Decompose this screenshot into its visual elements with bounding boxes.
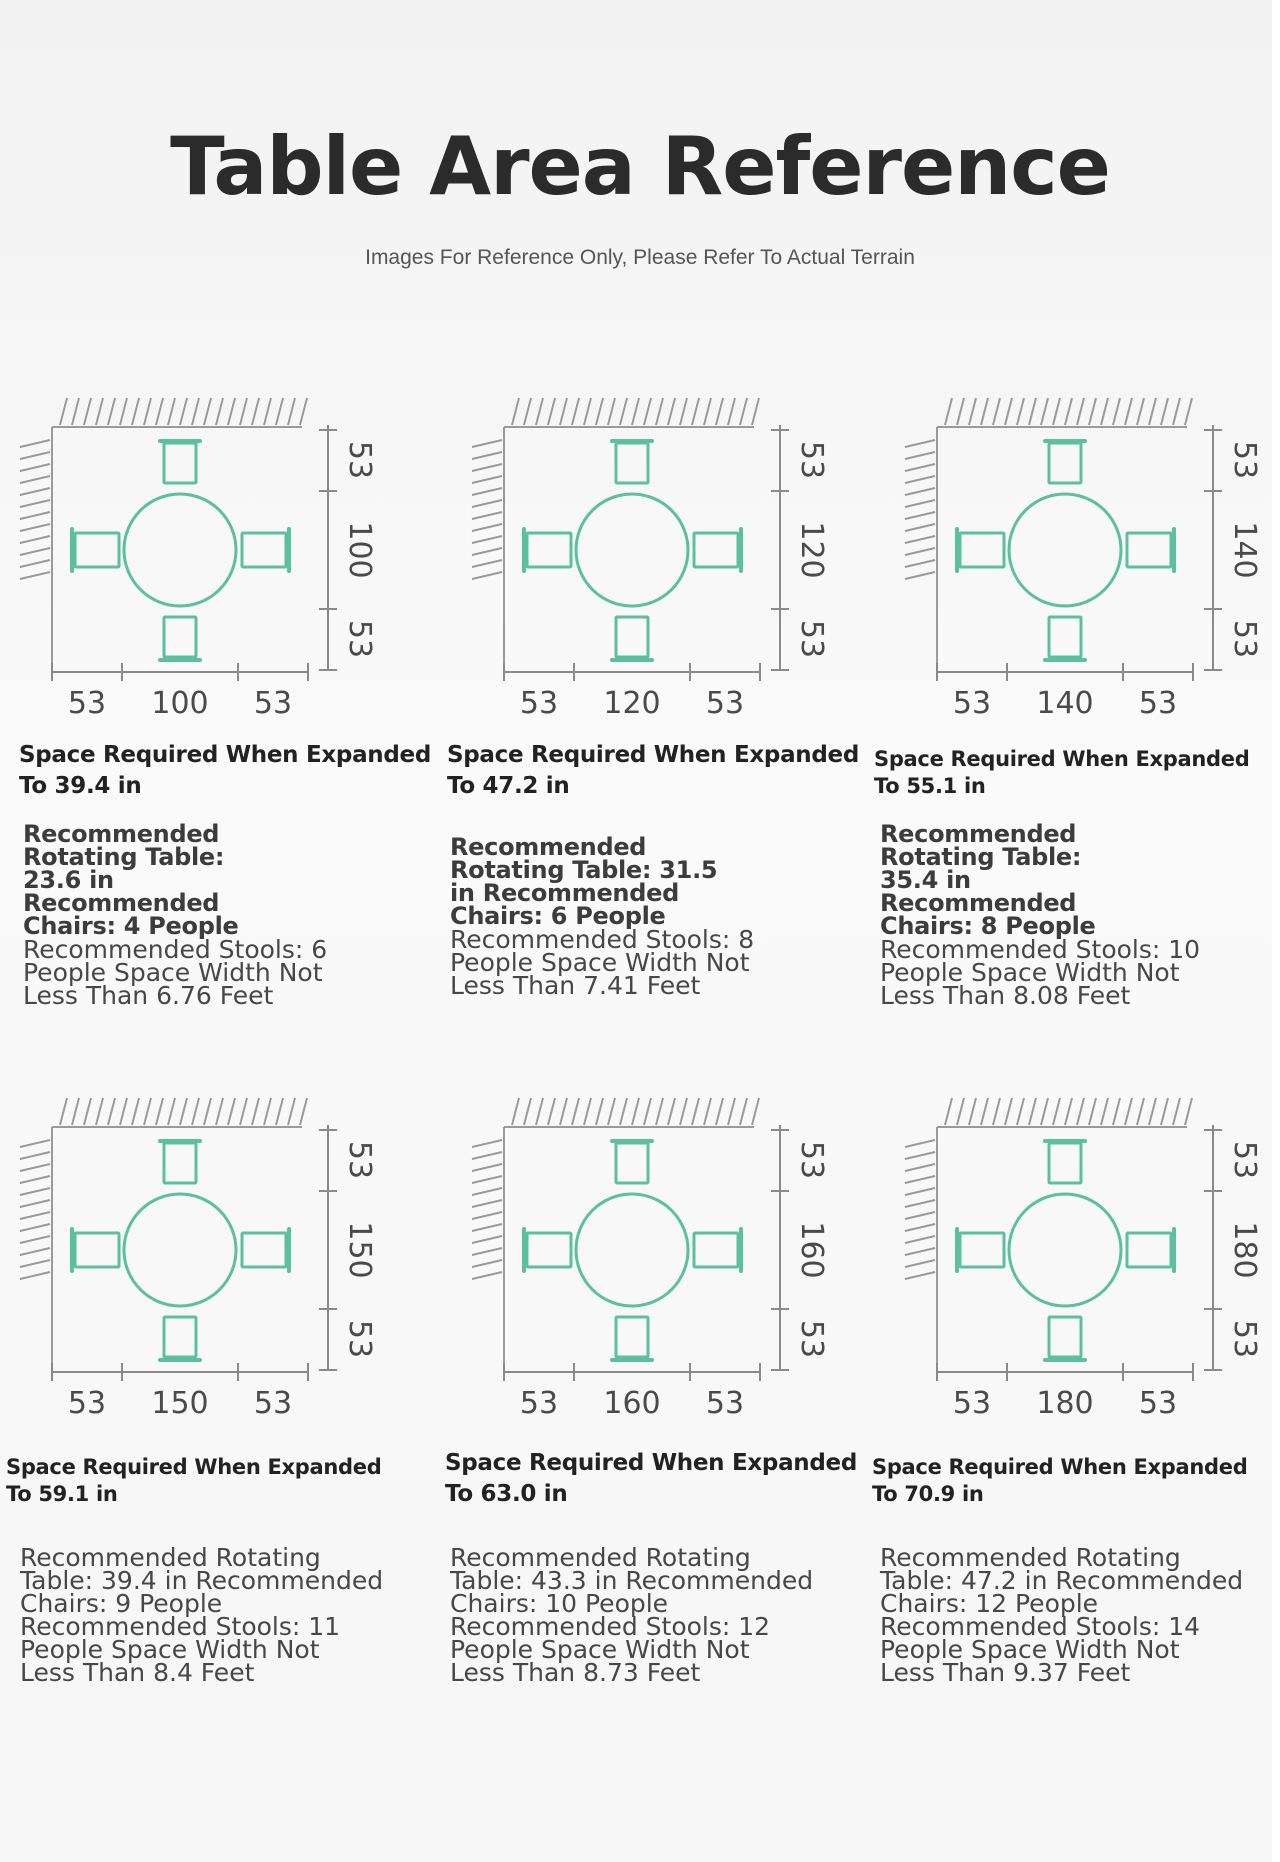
dimension-label-right: 53 — [705, 1386, 745, 1421]
spec-bold-line: in Recommended — [450, 879, 679, 907]
floor-plan-diagram — [10, 1095, 380, 1425]
floor-plan-diagram — [895, 1095, 1265, 1425]
spec-bold-line: Rotating Table: — [23, 843, 225, 871]
dimension-label-left: 53 — [67, 1386, 107, 1421]
spec-line: Table: 47.2 in Recommended — [880, 1566, 1244, 1595]
spec-line: People Space Width Not — [20, 1635, 320, 1664]
spec-line: People Space Width Not — [880, 1635, 1180, 1664]
chair-left — [957, 529, 1004, 571]
spec-line: Recommended Stools: 8 — [450, 925, 755, 954]
spec-line: Recommended Stools: 14 — [880, 1612, 1201, 1641]
round-table — [576, 494, 688, 606]
spec-line: Recommended Rotating — [880, 1543, 1181, 1572]
space-required-text — [19, 740, 431, 802]
spec-bold-line: Chairs: 8 People — [880, 912, 1096, 940]
chair-right — [694, 529, 741, 571]
wall-hatch-left — [905, 1127, 937, 1370]
dimension-label-bottom: 53 — [342, 619, 377, 659]
dimension-label-bottom: 53 — [794, 619, 829, 659]
dimension-label-table: 150 — [151, 1386, 209, 1421]
chair-left — [72, 529, 119, 571]
chair-top — [612, 441, 652, 483]
dimension-label-table-v: 180 — [1227, 1221, 1262, 1279]
dimension-line-bottom — [52, 663, 308, 681]
dimension-line-bottom — [52, 1363, 308, 1381]
dimension-label-table-v: 140 — [1227, 521, 1262, 579]
round-table — [1009, 1194, 1121, 1306]
chair-right — [1127, 529, 1174, 571]
space-required-value: To 70.9 in — [872, 1482, 984, 1506]
space-required-value: To 63.0 in — [445, 1481, 568, 1507]
dimension-label-table-v: 100 — [342, 521, 377, 579]
wall-hatch-top — [52, 1098, 307, 1127]
spec-line: Recommended Rotating — [450, 1543, 751, 1572]
dimension-line-bottom — [937, 663, 1193, 681]
spec-line: Less Than 8.4 Feet — [20, 1658, 255, 1687]
round-table — [576, 1194, 688, 1306]
space-required-text — [6, 1454, 381, 1508]
spec-line: Table: 43.3 in Recommended — [450, 1566, 814, 1595]
chair-right — [694, 1229, 741, 1271]
dimension-line-bottom — [504, 663, 760, 681]
chair-bottom — [1045, 617, 1085, 660]
spec-bold-line: Recommended — [23, 889, 220, 917]
space-required-text — [872, 1454, 1247, 1508]
dimension-label-top: 53 — [1227, 1140, 1262, 1180]
dimension-label-left: 53 — [67, 686, 107, 721]
wall-hatch-left — [905, 427, 937, 670]
spec-bold-line: Recommended — [23, 820, 220, 848]
chair-left — [72, 1229, 119, 1271]
spec-line: People Space Width Not — [23, 958, 323, 987]
dimension-label-bottom: 53 — [1227, 619, 1262, 659]
spec-line: People Space Width Not — [450, 1635, 750, 1664]
spec-bold-line: Recommended — [880, 820, 1077, 848]
round-table — [124, 1194, 236, 1306]
spec-bold-line: Chairs: 6 People — [450, 902, 666, 930]
spec-bold-line: Rotating Table: — [880, 843, 1082, 871]
space-required-text — [445, 1448, 857, 1510]
dimension-label-left: 53 — [519, 686, 559, 721]
dimension-label-table: 140 — [1036, 686, 1094, 721]
dimension-label-left: 53 — [519, 1386, 559, 1421]
dimension-label-table-v: 160 — [794, 1221, 829, 1279]
dimension-label-right: 53 — [1138, 1386, 1178, 1421]
spec-line: Less Than 6.76 Feet — [23, 981, 274, 1010]
chair-top — [1045, 441, 1085, 483]
dimension-line-bottom — [937, 1363, 1193, 1381]
dimension-label-right: 53 — [253, 1386, 293, 1421]
dimension-label-right: 53 — [253, 686, 293, 721]
chair-bottom — [160, 617, 200, 660]
round-table — [1009, 494, 1121, 606]
round-table — [124, 494, 236, 606]
floor-plan-diagram — [895, 395, 1265, 725]
spec-line: Chairs: 12 People — [880, 1589, 1099, 1618]
chair-left — [524, 529, 571, 571]
spec-line: Chairs: 9 People — [20, 1589, 223, 1618]
dimension-label-top: 53 — [794, 440, 829, 480]
spec-bold-line: 35.4 in — [880, 866, 971, 894]
chair-top — [1045, 1141, 1085, 1183]
dimension-label-right: 53 — [1138, 686, 1178, 721]
wall-hatch-top — [504, 1098, 759, 1127]
dimension-label-bottom: 53 — [1227, 1319, 1262, 1359]
dimension-label-top: 53 — [342, 1140, 377, 1180]
floor-plan-diagram — [462, 395, 832, 725]
chair-bottom — [612, 1317, 652, 1360]
dimension-line-right — [771, 1125, 789, 1370]
spec-line: Recommended Stools: 12 — [450, 1612, 771, 1641]
chair-right — [242, 529, 289, 571]
dimension-line-right — [1204, 1125, 1222, 1370]
spec-line: Less Than 9.37 Feet — [880, 1658, 1131, 1687]
space-required-line: Space Required When Expanded — [19, 742, 431, 768]
floor-plan-diagram — [462, 1095, 832, 1425]
dimension-line-right — [771, 425, 789, 670]
spec-bold-line: Recommended — [450, 833, 647, 861]
spec-line: Recommended Stools: 10 — [880, 935, 1201, 964]
dimension-line-right — [319, 425, 337, 670]
spec-block — [880, 1543, 1244, 1687]
spec-line: Recommended Stools: 6 — [23, 935, 328, 964]
page-title: Table Area Reference — [170, 120, 1110, 213]
dimension-label-left: 53 — [952, 1386, 992, 1421]
dimension-label-top: 53 — [794, 1140, 829, 1180]
space-required-line: Space Required When Expanded — [6, 1455, 382, 1479]
space-required-line: Space Required When Expanded — [447, 742, 859, 768]
space-required-text — [874, 746, 1249, 800]
space-required-value: To 47.2 in — [447, 773, 570, 799]
wall-hatch-top — [52, 398, 307, 427]
dimension-label-table: 120 — [603, 686, 661, 721]
spec-block — [450, 1543, 814, 1687]
spec-block — [20, 1543, 384, 1687]
chair-left — [957, 1229, 1004, 1271]
spec-bold-line: Chairs: 4 People — [23, 912, 239, 940]
dimension-label-table: 100 — [151, 686, 209, 721]
spec-bold-line: Recommended — [880, 889, 1077, 917]
wall-hatch-top — [504, 398, 759, 427]
spec-bold-line: 23.6 in — [23, 866, 114, 894]
spec-line: Less Than 7.41 Feet — [450, 971, 701, 1000]
wall-hatch-left — [20, 1127, 52, 1370]
spec-block — [23, 820, 328, 1010]
chair-right — [242, 1229, 289, 1271]
page-subtitle: Images For Reference Only, Please Refer To Actual Terrain — [365, 246, 915, 269]
chair-top — [612, 1141, 652, 1183]
space-required-line: Space Required When Expanded — [445, 1450, 857, 1476]
dimension-line-right — [1204, 425, 1222, 670]
space-required-value: To 59.1 in — [6, 1482, 118, 1506]
chair-bottom — [1045, 1317, 1085, 1360]
dimension-line-right — [319, 1125, 337, 1370]
space-required-text — [447, 740, 859, 802]
dimension-label-top: 53 — [1227, 440, 1262, 480]
spec-line: People Space Width Not — [450, 948, 750, 977]
spec-line: Chairs: 10 People — [450, 1589, 669, 1618]
floor-plan-diagram — [10, 395, 380, 725]
dimension-line-bottom — [504, 1363, 760, 1381]
dimension-label-bottom: 53 — [794, 1319, 829, 1359]
dimension-label-table-v: 120 — [794, 521, 829, 579]
spec-line: Table: 39.4 in Recommended — [20, 1566, 384, 1595]
space-required-value: To 39.4 in — [19, 773, 142, 799]
wall-hatch-left — [472, 1127, 504, 1370]
dimension-label-table: 180 — [1036, 1386, 1094, 1421]
dimension-label-table-v: 150 — [342, 1221, 377, 1279]
chair-bottom — [612, 617, 652, 660]
wall-hatch-top — [937, 398, 1192, 427]
chair-top — [160, 1141, 200, 1183]
dimension-label-top: 53 — [342, 440, 377, 480]
spec-line: Less Than 8.08 Feet — [880, 981, 1131, 1010]
spec-block — [880, 820, 1201, 1010]
chair-top — [160, 441, 200, 483]
wall-hatch-top — [937, 1098, 1192, 1127]
dimension-label-table: 160 — [603, 1386, 661, 1421]
page-edge — [1272, 0, 1280, 1862]
space-required-line: Space Required When Expanded — [872, 1455, 1248, 1479]
chair-bottom — [160, 1317, 200, 1360]
space-required-value: To 55.1 in — [874, 774, 986, 798]
spec-block — [450, 833, 755, 1000]
chair-left — [524, 1229, 571, 1271]
chair-right — [1127, 1229, 1174, 1271]
spec-line: Recommended Rotating — [20, 1543, 321, 1572]
spec-bold-line: Rotating Table: 31.5 — [450, 856, 718, 884]
dimension-label-right: 53 — [705, 686, 745, 721]
spec-line: People Space Width Not — [880, 958, 1180, 987]
space-required-line: Space Required When Expanded — [874, 747, 1250, 771]
wall-hatch-left — [472, 427, 504, 670]
dimension-label-left: 53 — [952, 686, 992, 721]
dimension-label-bottom: 53 — [342, 1319, 377, 1359]
wall-hatch-left — [20, 427, 52, 670]
spec-line: Less Than 8.73 Feet — [450, 1658, 701, 1687]
spec-line: Recommended Stools: 11 — [20, 1612, 341, 1641]
